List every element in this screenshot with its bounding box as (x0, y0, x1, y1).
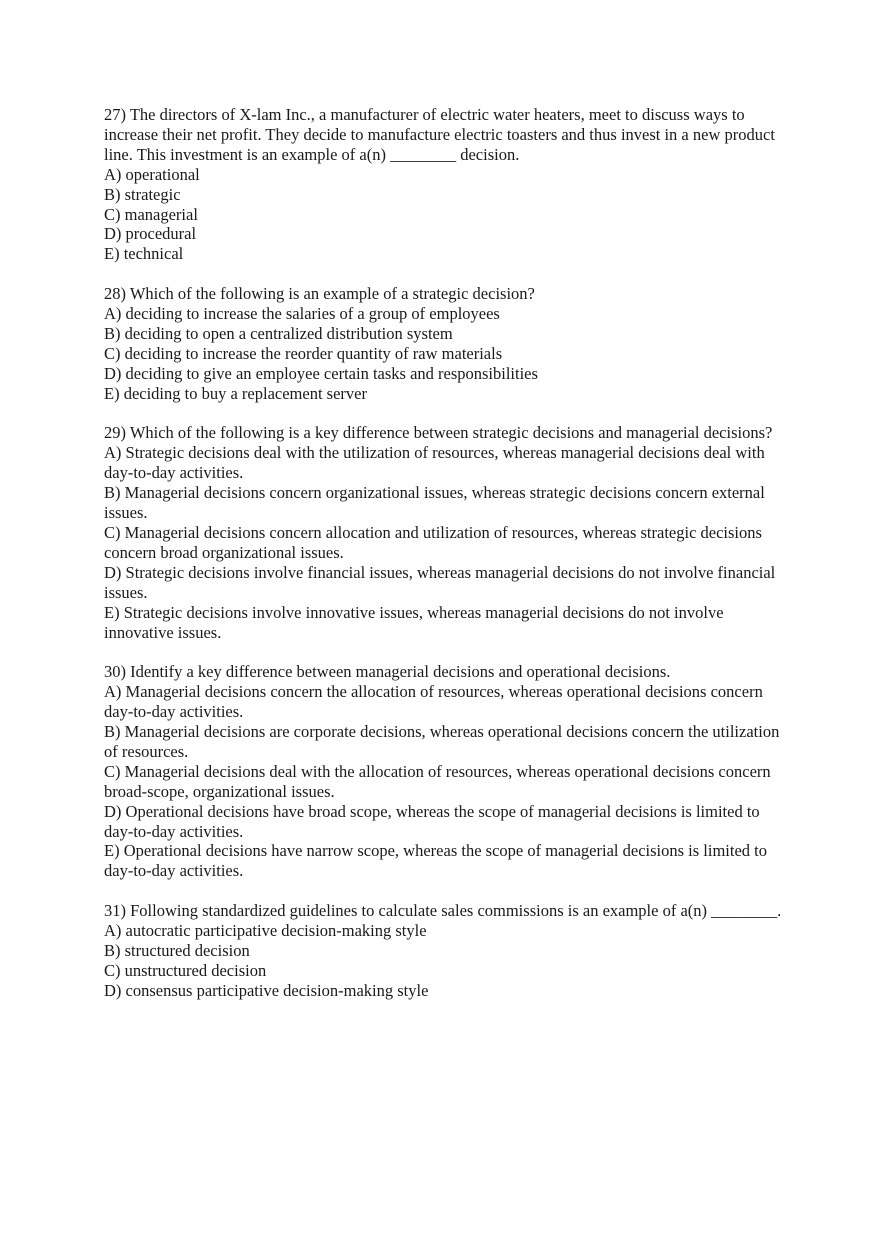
answer-option-c: C) managerial (104, 204, 198, 224)
answer-option-e: E) Strategic decisions involve innovative issues, whereas managerial decisions do not involve innovative issues. (104, 602, 724, 642)
question-list (104, 105, 784, 1021)
answer-option-d: D) deciding to give an employee certain tasks and responsibilities (104, 363, 538, 383)
question-31 (104, 901, 784, 1001)
answer-option-d: D) procedural (104, 224, 197, 244)
answer-option-b: B) strategic (104, 184, 181, 204)
question-stem: 28) Which of the following is an example of a strategic decision? (104, 284, 535, 304)
answer-option-a: A) autocratic participative decision-making style (104, 921, 427, 941)
question-stem: 30) Identify a key difference between managerial decisions and operational decisions. (104, 662, 671, 682)
answer-option-a: A) Strategic decisions deal with the utilization of resources, whereas managerial decisions deal with day-to-day activities. (104, 443, 765, 483)
answer-option-e: E) technical (104, 244, 184, 264)
answer-option-d: D) consensus participative decision-making style (104, 980, 429, 1000)
answer-option-d: D) Strategic decisions involve financial issues, whereas managerial decisions do not involve financial issues. (104, 562, 776, 602)
answer-option-a: A) operational (104, 164, 200, 184)
answer-option-a: A) Managerial decisions concern the allocation of resources, whereas operational decisions concern day-to-day activities. (104, 682, 763, 722)
question-stem: 29) Which of the following is a key difference between strategic decisions and managerial decisions? (104, 423, 773, 443)
question-30 (104, 662, 784, 881)
answer-option-c: C) unstructured decision (104, 960, 267, 980)
question-stem: 31) Following standardized guidelines to calculate sales commissions is an example of a(n) ________. (104, 901, 782, 921)
question-28 (104, 284, 784, 403)
answer-option-b: B) Managerial decisions concern organizational issues, whereas strategic decisions concern external issues. (104, 483, 765, 523)
answer-option-b: B) Managerial decisions are corporate decisions, whereas operational decisions concern the utilization of resources. (104, 722, 780, 761)
answer-option-b: B) deciding to open a centralized distribution system (104, 323, 453, 343)
answer-option-c: C) Managerial decisions concern allocation and utilization of resources, whereas strategic decisions concern broad organizational issues. (104, 523, 762, 562)
question-27 (104, 105, 784, 264)
answer-option-e: E) deciding to buy a replacement server (104, 383, 367, 403)
answer-option-c: C) Managerial decisions deal with the allocation of resources, whereas operational decisions concern broad-scope, organizational issues. (104, 761, 771, 801)
question-stem: 27) The directors of X-lam Inc., a manufacturer of electric water heaters, meet to discuss ways to increase their net profit. They decide to manufacture electric toasters and thus invest in a new product line. This investment is an example of a(n) ________ decision. (104, 105, 775, 164)
answer-option-d: D) Operational decisions have broad scope, whereas the scope of managerial decisions is limited to day-to-day activities. (104, 801, 760, 841)
answer-option-b: B) structured decision (104, 941, 250, 960)
answer-option-e: E) Operational decisions have narrow scope, whereas the scope of managerial decisions is limited to day-to-day activities. (104, 841, 767, 881)
answer-option-a: A) deciding to increase the salaries of a group of employees (104, 304, 500, 324)
question-29 (104, 423, 784, 642)
answer-option-c: C) deciding to increase the reorder quantity of raw materials (104, 343, 503, 363)
